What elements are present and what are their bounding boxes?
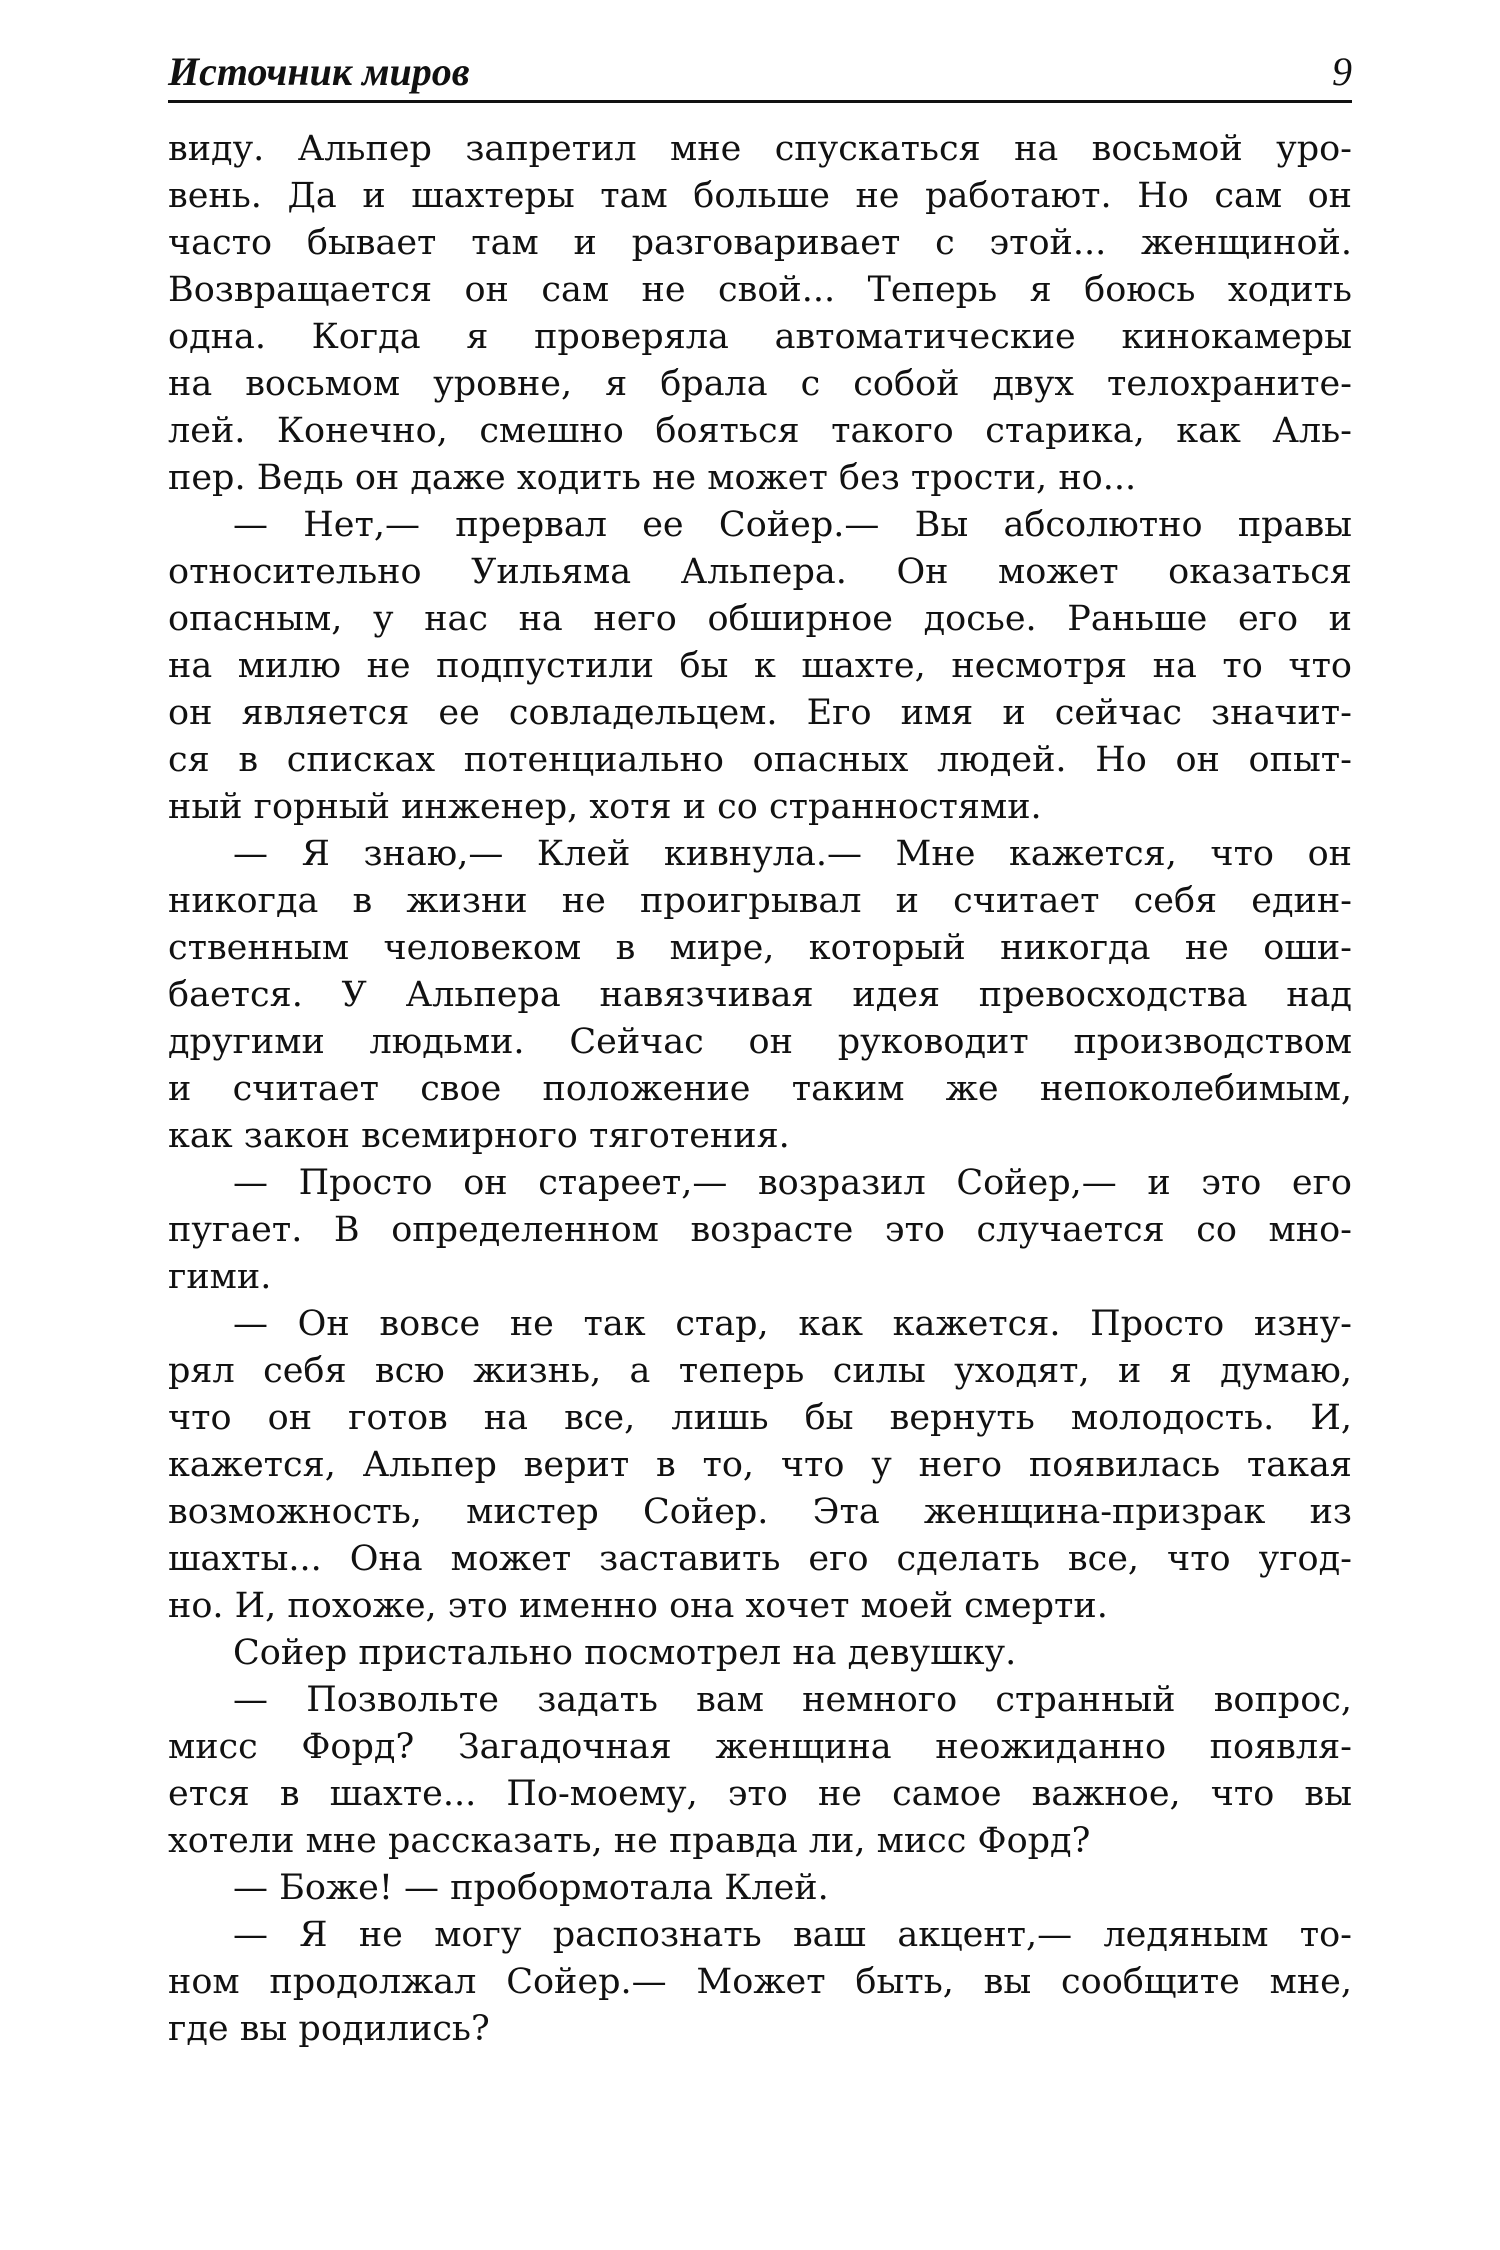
text-line: ном продолжал Сойер.— Может быть, вы сообщите мне, — [168, 1962, 1352, 2002]
text-line: пугает. В определенном возрасте это случается со мно- — [168, 1210, 1352, 1250]
text-line: — Он вовсе не так стар, как кажется. Просто изну- — [233, 1304, 1352, 1344]
text-line: пер. Ведь он даже ходить не может без трости, но... — [168, 458, 1137, 498]
text-line: ный горный инженер, хотя и со странностями. — [168, 787, 1042, 827]
text-line: — Нет,— прервал ее Сойер.— Вы абсолютно правы — [233, 505, 1352, 545]
text-line: что он готов на все, лишь бы вернуть молодость. И, — [168, 1398, 1352, 1438]
text-line: рял себя всю жизнь, а теперь силы уходят, и я думаю, — [168, 1351, 1352, 1391]
text-line: лей. Конечно, смешно бояться такого старика, как Аль- — [168, 411, 1352, 451]
text-line: бается. У Альпера навязчивая идея превосходства над — [168, 975, 1352, 1015]
text-line: другими людьми. Сейчас он руководит производством — [168, 1022, 1352, 1062]
body-text — [168, 126, 1352, 2053]
text-line: как закон всемирного тяготения. — [168, 1116, 790, 1156]
text-line: — Боже! — пробормотала Клей. — [233, 1868, 829, 1908]
page-number: 9 — [1332, 49, 1352, 94]
text-line: относительно Уильяма Альпера. Он может оказаться — [168, 552, 1352, 592]
text-line: шахты... Она может заставить его сделать все, что угод- — [168, 1539, 1352, 1579]
text-line: он является ее совладельцем. Его имя и сейчас значит- — [168, 693, 1352, 733]
text-line: на милю не подпустили бы к шахте, несмотря на то что — [168, 646, 1352, 686]
text-line: но. И, похоже, это именно она хочет моей смерти. — [168, 1586, 1108, 1626]
text-line: на восьмом уровне, я брала с собой двух телохраните- — [168, 364, 1352, 404]
text-line: хотели мне рассказать, не правда ли, мисс Форд? — [168, 1821, 1091, 1861]
text-line: — Я знаю,— Клей кивнула.— Мне кажется, что он — [233, 834, 1352, 874]
text-line: опасным, у нас на него обширное досье. Раньше его и — [168, 599, 1352, 639]
text-line: никогда в жизни не проигрывал и считает себя един- — [168, 881, 1352, 921]
text-line: возможность, мистер Сойер. Эта женщина-призрак из — [168, 1492, 1352, 1532]
text-line: Возвращается он сам не свой... Теперь я боюсь ходить — [168, 270, 1352, 310]
text-line: вень. Да и шахтеры там больше не работают. Но сам он — [168, 176, 1352, 216]
running-title: Источник миров — [168, 49, 470, 94]
text-line: ственным человеком в мире, который никогда не оши- — [168, 928, 1352, 968]
text-line: виду. Альпер запретил мне спускаться на восьмой уро- — [168, 129, 1352, 169]
text-line: Сойер пристально посмотрел на девушку. — [233, 1633, 1017, 1673]
page-header — [168, 48, 1352, 103]
text-line: — Позвольте задать вам немного странный вопрос, — [233, 1680, 1352, 1720]
text-line: ся в списках потенциально опасных людей. Но он опыт- — [168, 740, 1352, 780]
text-line: кажется, Альпер верит в то, что у него появилась такая — [168, 1445, 1352, 1485]
text-line: часто бывает там и разговаривает с этой... женщиной. — [168, 223, 1352, 263]
text-line: и считает свое положение таким же непоколебимым, — [168, 1069, 1352, 1109]
text-line: мисс Форд? Загадочная женщина неожиданно появля- — [168, 1727, 1352, 1767]
text-line: одна. Когда я проверяла автоматические кинокамеры — [168, 317, 1352, 357]
text-line: ется в шахте... По-моему, это не самое важное, что вы — [168, 1774, 1352, 1814]
text-line: — Я не могу распознать ваш акцент,— ледяным то- — [233, 1915, 1352, 1955]
text-line: — Просто он стареет,— возразил Сойер,— и это его — [233, 1163, 1352, 1203]
text-line: где вы родились? — [168, 2009, 490, 2049]
text-line: гими. — [168, 1257, 272, 1297]
